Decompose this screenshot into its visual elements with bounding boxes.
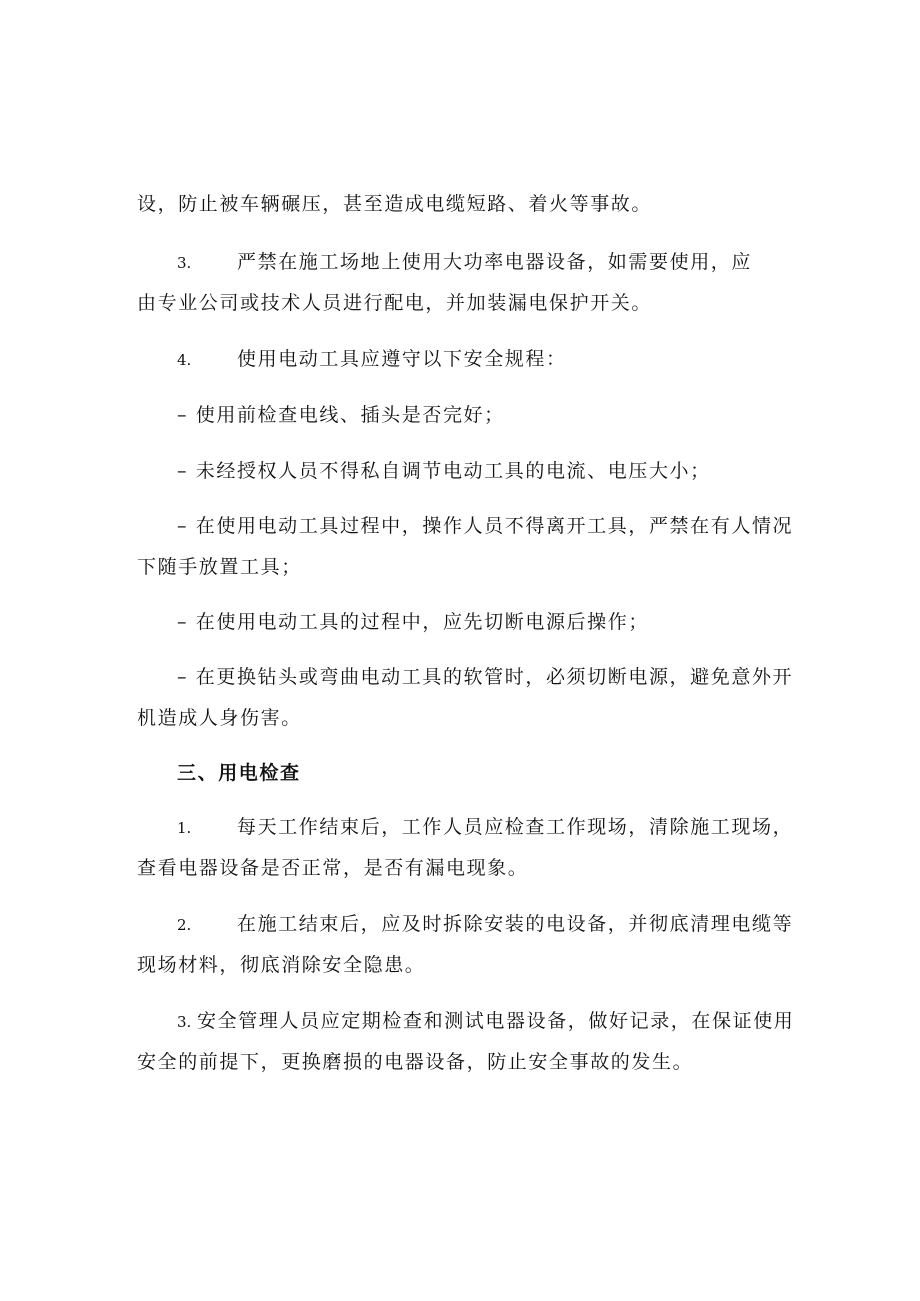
section-heading — [177, 761, 301, 785]
paragraph-text: 机造成人身伤害。 — [137, 707, 302, 729]
paragraph-line — [137, 1050, 693, 1074]
paragraph-line — [137, 291, 652, 315]
paragraph-line — [137, 706, 302, 730]
item-number: 3. — [177, 254, 192, 272]
paragraph-text: 使用电动工具应遵守以下安全规程： — [237, 348, 567, 370]
numbered-item-line — [177, 815, 793, 840]
bullet-line — [177, 514, 793, 538]
paragraph-line — [137, 953, 425, 977]
numbered-item-line — [177, 347, 567, 372]
paragraph-text: 安全的前提下，更换磨损的电器设备，防止安全事故的发生。 — [137, 1051, 694, 1073]
paragraph-text: 在施工结束后，应及时拆除安装的电设备，并彻底清理电缆等 — [237, 913, 794, 935]
paragraph-text: – 在使用电动工具的过程中，应先切断电源后操作； — [177, 611, 649, 633]
paragraph-text: – 在更换钻头或弯曲电动工具的软管时，必须切断电源，避免意外开 — [177, 666, 794, 688]
numbered-item-line — [177, 250, 752, 275]
paragraph-text: – 未经授权人员不得私自调节电动工具的电流、电压大小； — [177, 460, 711, 482]
paragraph-text: 设，防止被车辆碾压，甚至造成电缆短路、着火等事故。 — [137, 193, 653, 215]
paragraph-line — [137, 555, 302, 579]
paragraph-text: 现场材料，彻底消除安全隐患。 — [137, 954, 426, 976]
paragraph-text: – 使用前检查电线、插头是否完好； — [177, 404, 505, 426]
numbered-item-line — [177, 1009, 794, 1034]
item-number: 1. — [177, 819, 192, 837]
paragraph-text: 下随手放置工具； — [137, 556, 302, 578]
paragraph-text: 每天工作结束后，工作人员应检查工作现场，清除施工现场， — [237, 816, 794, 838]
bullet-line — [177, 403, 505, 427]
paragraph-line — [137, 856, 528, 880]
bullet-line — [177, 665, 793, 689]
heading-text: 三、用电检查 — [177, 762, 301, 784]
paragraph-text: 安全管理人员应定期检查和测试电器设备，做好记录，在保证使用 — [197, 1010, 795, 1032]
item-number: 4. — [177, 351, 192, 369]
paragraph-line — [137, 192, 652, 216]
paragraph-text: 严禁在施工场地上使用大功率电器设备，如需要使用，应 — [237, 251, 753, 273]
bullet-line — [177, 610, 649, 634]
paragraph-text: 查看电器设备是否正常，是否有漏电现象。 — [137, 857, 529, 879]
paragraph-text: – 在使用电动工具过程中，操作人员不得离开工具，严禁在有人情况 — [177, 515, 794, 537]
numbered-item-line — [177, 912, 793, 937]
bullet-line — [177, 459, 711, 483]
item-number: 3. — [177, 1013, 192, 1031]
item-number: 2. — [177, 916, 192, 934]
paragraph-text: 由专业公司或技术人员进行配电，并加装漏电保护开关。 — [137, 292, 653, 314]
